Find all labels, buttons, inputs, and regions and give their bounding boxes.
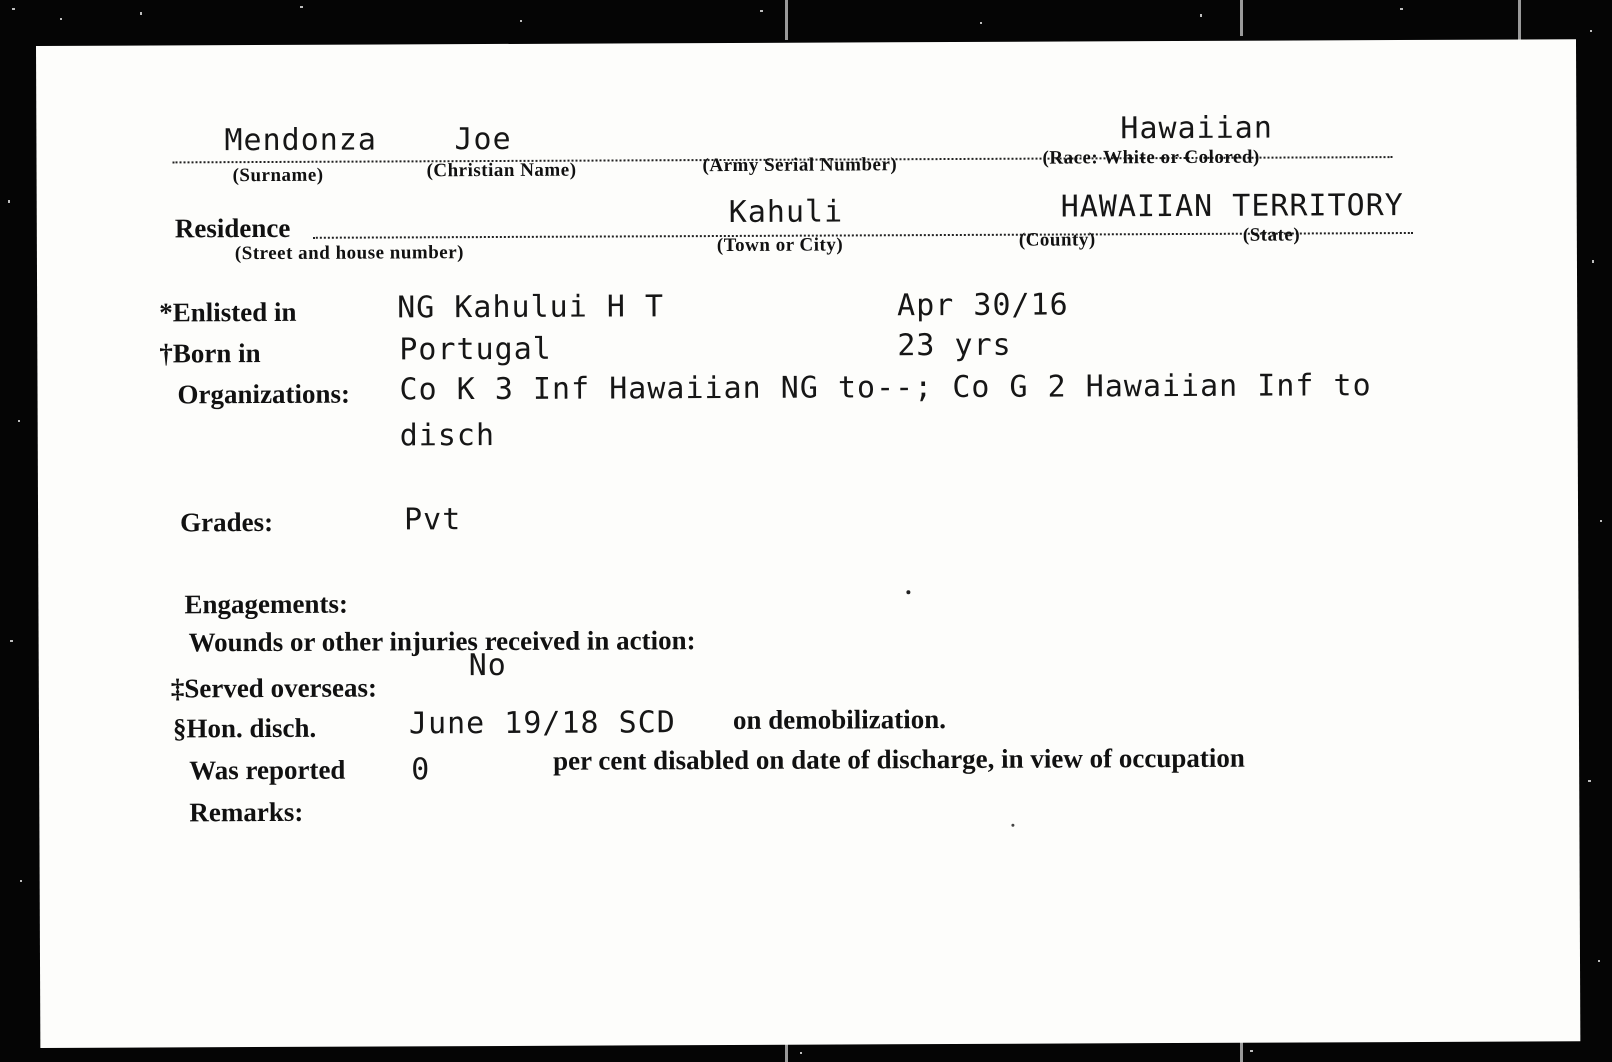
- scan-speck: [1011, 824, 1014, 827]
- race-caption: (Race: White or Colored): [1042, 146, 1260, 169]
- grades-label: Grades:: [180, 506, 274, 538]
- enlisted-label: *Enlisted in: [159, 296, 297, 328]
- christian-name-value: Joe: [454, 121, 512, 158]
- enlisted-place-value: NG Kahului H T: [397, 289, 665, 326]
- born-age-value: 23 yrs: [897, 327, 1012, 364]
- was-reported-label: Was reported: [189, 754, 346, 786]
- residence-label: Residence: [174, 212, 291, 244]
- grades-value: Pvt: [403, 502, 462, 538]
- hon-disch-label: §Hon. disch.: [172, 712, 317, 744]
- service-record-card: [36, 39, 1580, 1048]
- street-caption: (Street and house number): [234, 242, 465, 265]
- hon-disch-value: June 19/18 SCD: [408, 705, 676, 742]
- surname-caption: (Surname): [232, 164, 324, 187]
- born-place-value: Portugal: [399, 331, 552, 368]
- christian-name-caption: (Christian Name): [426, 159, 577, 182]
- residence-county-state-value: HAWAIIAN TERRITORY: [1060, 188, 1404, 225]
- army-serial-caption: (Army Serial Number): [702, 154, 898, 177]
- race-value: Hawaiian: [1120, 110, 1273, 147]
- engagements-label: Engagements:: [184, 588, 349, 620]
- organizations-line2: disch: [399, 418, 496, 454]
- disability-percent-value: 0: [411, 752, 431, 788]
- residence-town-value: Kahuli: [728, 194, 844, 230]
- county-caption: (County): [1018, 229, 1096, 251]
- served-overseas-value: No: [468, 647, 507, 684]
- town-caption: (Town or City): [716, 234, 844, 257]
- scan-speck: [906, 590, 910, 594]
- surname-value: Mendonza: [224, 122, 377, 159]
- organizations-line1: Co K 3 Inf Hawaiian NG to--; Co G 2 Hawaiian Inf to: [399, 368, 1372, 408]
- wounds-label: Wounds or other injuries received in action:: [188, 625, 696, 658]
- remarks-label: Remarks:: [189, 796, 304, 828]
- enlisted-date-value: Apr 30/16: [897, 287, 1069, 324]
- born-label: †Born in: [159, 338, 261, 369]
- disability-suffix: per cent disabled on date of discharge, in view of occupation: [553, 742, 1245, 776]
- served-overseas-label: ‡Served overseas:: [170, 672, 378, 704]
- state-caption: (State): [1242, 224, 1301, 246]
- hon-disch-suffix: on demobilization.: [732, 704, 947, 735]
- organizations-label: Organizations:: [177, 378, 351, 410]
